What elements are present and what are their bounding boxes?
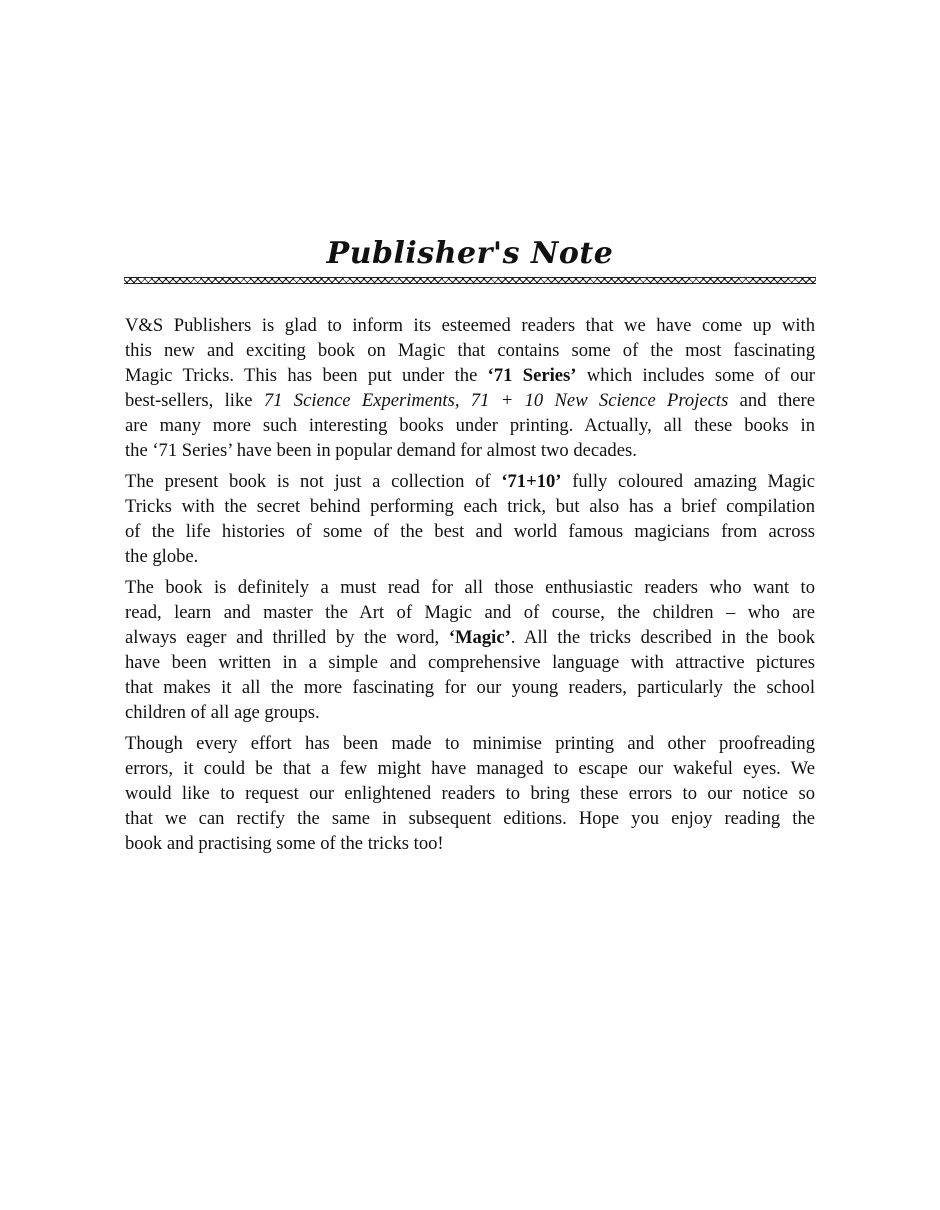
text-line xyxy=(125,806,815,831)
text: have been written in a simple and comprehensive language with attractive pictures xyxy=(125,652,815,673)
text: children of all age groups. xyxy=(125,702,320,723)
text: are many more such interesting books under printing. Actually, all these books in xyxy=(125,415,815,436)
text-line xyxy=(125,519,815,544)
text-line xyxy=(125,469,815,494)
text: the ‘71 Series’ have been in popular demand for almost two decades. xyxy=(125,440,637,461)
text-line xyxy=(125,494,815,519)
text-line xyxy=(125,675,815,700)
paragraph xyxy=(125,731,815,856)
paragraph xyxy=(125,575,815,725)
text-line xyxy=(125,781,815,806)
bold-text: ‘Magic’ xyxy=(448,627,511,648)
text-line xyxy=(125,363,815,388)
text: and there xyxy=(728,390,815,411)
text-line xyxy=(125,731,815,756)
paragraph xyxy=(125,313,815,463)
text: fully coloured amazing Magic xyxy=(561,471,815,492)
text-line xyxy=(125,625,815,650)
page-title: Publisher's Note xyxy=(326,236,614,271)
text-line xyxy=(125,650,815,675)
text-line xyxy=(125,388,815,413)
text-line xyxy=(125,313,815,338)
text: Tricks with the secret behind performing each trick, but also has a brief compilation xyxy=(125,496,815,517)
italic-text: 71 Science Experiments, 71 + 10 New Science Projects xyxy=(263,390,729,411)
text: The book is definitely a must read for all those enthusiastic readers who want to xyxy=(125,577,815,598)
text: best-sellers, like xyxy=(125,390,264,411)
text-line xyxy=(125,700,815,725)
text-line xyxy=(125,756,815,781)
text: that we can rectify the same in subsequent editions. Hope you enjoy reading the xyxy=(125,808,815,829)
text-line xyxy=(125,575,815,600)
text: the globe. xyxy=(125,546,199,567)
bold-text: ‘71 Series’ xyxy=(487,365,577,386)
text: Magic Tricks. This has been put under the xyxy=(125,365,488,386)
paragraph xyxy=(125,469,815,569)
text: V&S Publishers is glad to inform its esteemed readers that we have come up with xyxy=(125,315,815,336)
text-line xyxy=(125,338,815,363)
note-body xyxy=(125,313,815,862)
text: The present book is not just a collection of xyxy=(125,471,502,492)
text: this new and exciting book on Magic that contains some of the most fascinating xyxy=(125,340,815,361)
text: always eager and thrilled by the word, xyxy=(125,627,449,648)
text: which includes some of our xyxy=(576,365,816,386)
bold-text: ‘71+10’ xyxy=(501,471,562,492)
decorative-rule xyxy=(124,277,816,284)
text-line xyxy=(125,600,815,625)
text-line xyxy=(125,831,815,856)
text-line xyxy=(125,413,815,438)
text: errors, it could be that a few might have managed to escape our wakeful eyes. We xyxy=(125,758,815,779)
text: would like to request our enlightened readers to bring these errors to our notice so xyxy=(125,783,815,804)
text: read, learn and master the Art of Magic and of course, the children – who are xyxy=(125,602,815,623)
text: Though every effort has been made to minimise printing and other proofreading xyxy=(125,733,815,754)
text: that makes it all the more fascinating for our young readers, particularly the school xyxy=(125,677,815,698)
text: . All the tricks described in the book xyxy=(510,627,815,648)
text-line xyxy=(125,438,815,463)
text-line xyxy=(125,544,815,569)
text: book and practising some of the tricks too! xyxy=(125,833,444,854)
text: of the life histories of some of the best and world famous magicians from across xyxy=(125,521,815,542)
